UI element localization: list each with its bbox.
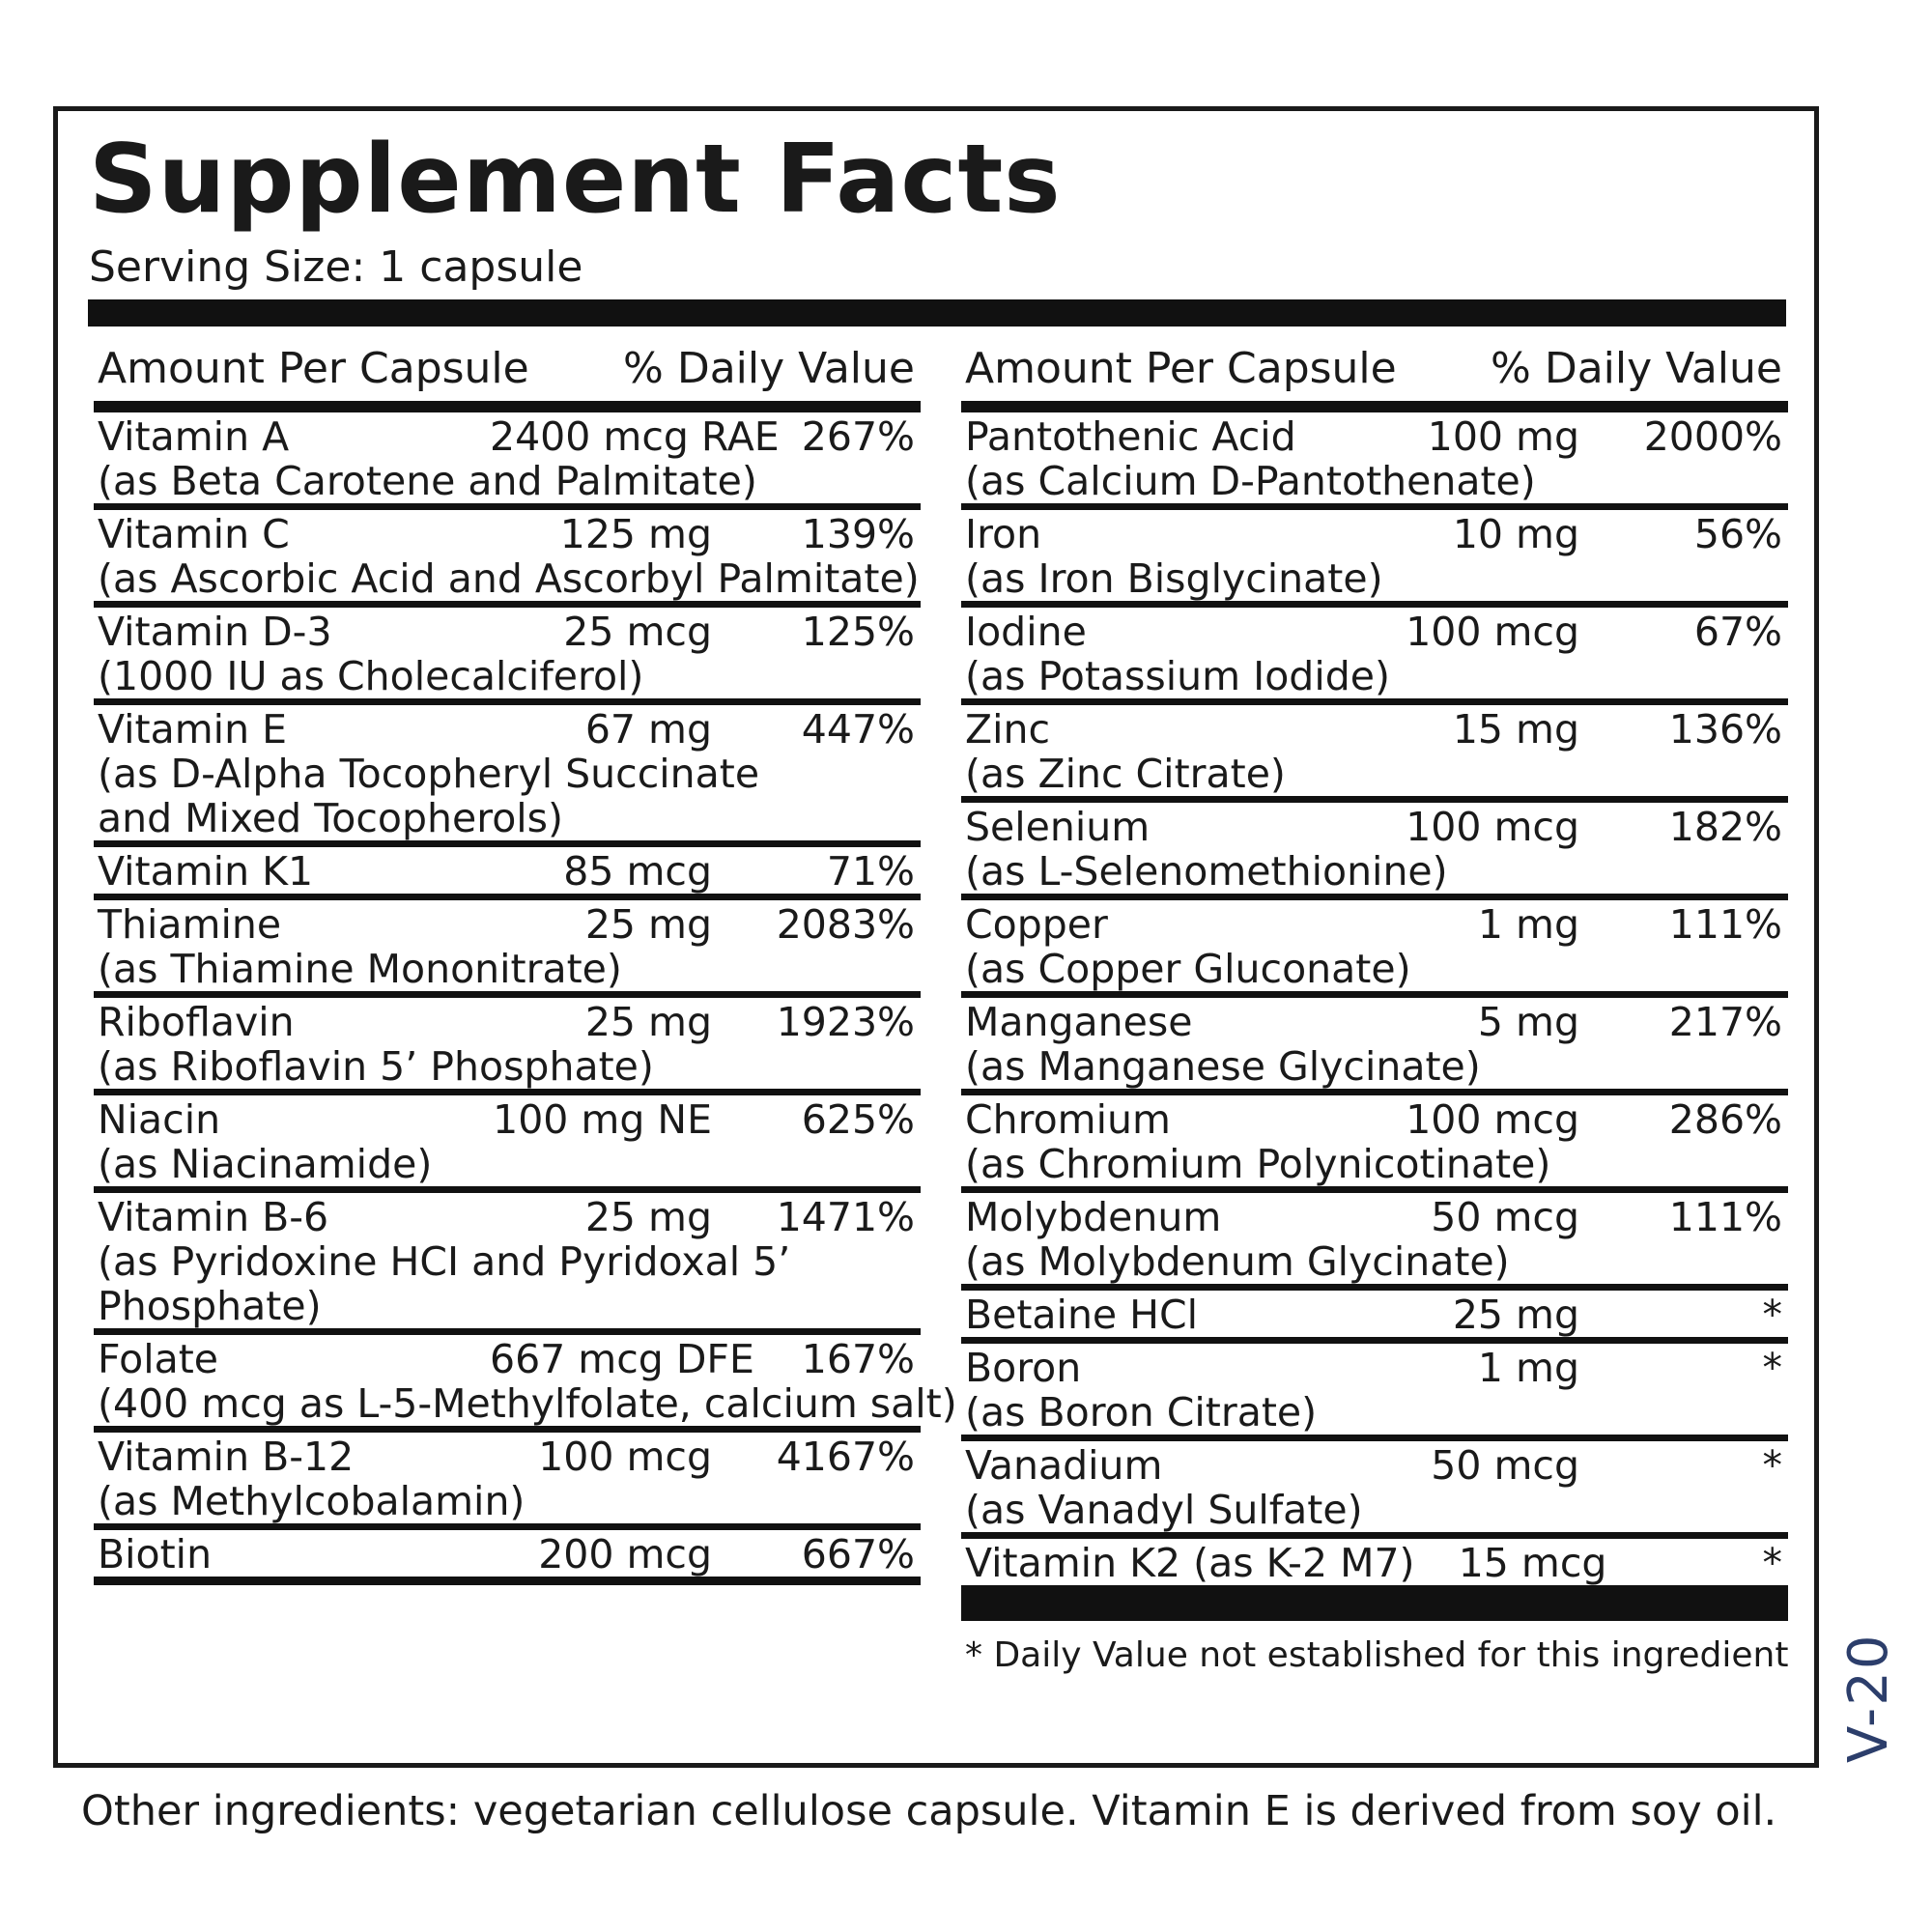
- nutrient-daily-value: *: [1762, 1345, 1782, 1391]
- nutrient-main-line: [94, 849, 921, 894]
- nutrient-name: Iron: [965, 511, 1042, 557]
- nutrient-source: (as Iron Bisglycinate): [965, 555, 1383, 602]
- nutrient-daily-value: 667%: [801, 1531, 915, 1577]
- nutrient-source: (as Molybdenum Glycinate): [965, 1238, 1510, 1285]
- nutrient-daily-value: *: [1762, 1540, 1782, 1586]
- nutrient-source: and Mixed Tocopherols): [98, 795, 564, 841]
- nutrient-amount: 50 mcg: [1431, 1194, 1579, 1240]
- nutrient-main-line: [94, 512, 921, 556]
- nutrient-amount: 125 mg: [559, 511, 712, 557]
- nutrient-main-line: [94, 610, 921, 654]
- serving-size: Serving Size: 1 capsule: [89, 242, 583, 292]
- nutrient-name: Thiamine: [98, 901, 282, 948]
- nutrient-daily-value: 56%: [1693, 511, 1782, 557]
- nutrient-amount: 100 mcg: [538, 1434, 712, 1480]
- nutrient-row: [94, 1530, 921, 1585]
- nutrient-main-line: [961, 512, 1788, 556]
- header-rule: [961, 401, 1788, 412]
- nutrient-name: Vitamin K2 (as K-2 M7): [965, 1540, 1415, 1586]
- nutrient-amount: 1 mg: [1477, 901, 1579, 948]
- nutrient-amount: 667 mcg DFE: [490, 1336, 754, 1382]
- nutrient-daily-value: 286%: [1668, 1096, 1782, 1143]
- nutrient-amount: 10 mg: [1452, 511, 1579, 557]
- nutrient-daily-value: 71%: [826, 848, 915, 895]
- nutrient-main-line: [961, 902, 1788, 947]
- nutrient-daily-value: 167%: [801, 1336, 915, 1382]
- nutrient-name: Vanadium: [965, 1442, 1163, 1489]
- nutrient-main-line: [94, 1435, 921, 1479]
- nutrient-amount: 25 mcg: [563, 609, 712, 655]
- nutrient-row: [961, 1539, 1788, 1594]
- nutrient-daily-value: 111%: [1668, 901, 1782, 948]
- nutrient-amount: 25 mg: [584, 1194, 712, 1240]
- nutrient-amount: 100 mcg: [1406, 804, 1579, 850]
- nutrient-amount: 25 mg: [1452, 1292, 1579, 1338]
- nutrient-amount: 100 mcg: [1406, 1096, 1579, 1143]
- nutrient-name: Vitamin A: [98, 413, 290, 460]
- nutrient-daily-value: 267%: [801, 413, 915, 460]
- nutrient-row: [961, 1095, 1788, 1193]
- nutrient-amount: 15 mg: [1452, 706, 1579, 753]
- nutrient-daily-value: 2083%: [776, 901, 915, 948]
- nutrient-main-line: [94, 1337, 921, 1381]
- nutrient-main-line: [961, 1097, 1788, 1142]
- nutrient-source: Phosphate): [98, 1283, 322, 1329]
- nutrient-source: (as Potassium Iodide): [965, 653, 1390, 699]
- nutrient-row: [961, 412, 1788, 510]
- nutrient-main-line: [94, 414, 921, 459]
- nutrient-source: (as Zinc Citrate): [965, 751, 1286, 797]
- nutrient-source: (as Vanadyl Sulfate): [965, 1487, 1363, 1533]
- nutrient-source: (as L-Selenomethionine): [965, 848, 1448, 895]
- nutrient-row: [961, 803, 1788, 900]
- nutrient-name: Vitamin E: [98, 706, 287, 753]
- nutrient-amount: 25 mg: [584, 999, 712, 1045]
- nutrient-daily-value: *: [1762, 1292, 1782, 1338]
- nutrient-row: [94, 998, 921, 1095]
- nutrient-row: [961, 1441, 1788, 1539]
- nutrient-source: (as Methylcobalamin): [98, 1478, 526, 1524]
- nutrient-main-line: [94, 902, 921, 947]
- nutrient-source: (as Manganese Glycinate): [965, 1043, 1481, 1090]
- nutrient-daily-value: 182%: [1668, 804, 1782, 850]
- nutrient-row: [94, 1193, 921, 1335]
- nutrient-name: Copper: [965, 901, 1108, 948]
- nutrient-row: [961, 1344, 1788, 1441]
- nutrient-row: [961, 705, 1788, 803]
- nutrient-daily-value: 136%: [1668, 706, 1782, 753]
- nutrient-name: Pantothenic Acid: [965, 413, 1296, 460]
- nutrient-main-line: [94, 1195, 921, 1239]
- nutrient-name: Zinc: [965, 706, 1051, 753]
- nutrient-row: [94, 1433, 921, 1530]
- nutrient-main-line: [961, 1541, 1788, 1585]
- nutrient-row: [94, 1335, 957, 1433]
- nutrient-row: [961, 998, 1788, 1095]
- nutrient-name: Vitamin D-3: [98, 609, 332, 655]
- nutrient-source: (as Niacinamide): [98, 1141, 433, 1187]
- thick-divider: [961, 1594, 1788, 1621]
- nutrient-row: [94, 847, 921, 900]
- nutrient-row: [961, 900, 1788, 998]
- nutrient-daily-value: 67%: [1693, 609, 1782, 655]
- nutrient-source: (as Pyridoxine HCI and Pyridoxal 5’: [98, 1238, 791, 1285]
- nutrient-amount: 85 mcg: [563, 848, 712, 895]
- nutrient-name: Vitamin K1: [98, 848, 314, 895]
- nutrient-daily-value: 217%: [1668, 999, 1782, 1045]
- nutrient-row: [94, 510, 921, 608]
- daily-value-header: % Daily Value: [623, 343, 915, 393]
- nutrient-amount: 100 mg: [1427, 413, 1579, 460]
- nutrient-name: Betaine HCl: [965, 1292, 1199, 1338]
- right-column: [961, 335, 1788, 1673]
- nutrient-amount: 5 mg: [1477, 999, 1579, 1045]
- version-code: V-20: [1837, 1633, 1900, 1763]
- nutrient-name: Niacin: [98, 1096, 221, 1143]
- nutrient-amount: 50 mcg: [1431, 1442, 1579, 1489]
- nutrient-list: [961, 412, 1788, 1594]
- nutrient-name: Chromium: [965, 1096, 1171, 1143]
- left-column: [94, 335, 957, 1585]
- header-rule: [94, 401, 921, 412]
- column-header: [961, 335, 1788, 401]
- nutrient-row: [961, 1193, 1788, 1291]
- nutrient-list: [94, 412, 957, 1585]
- daily-value-header: % Daily Value: [1491, 343, 1782, 393]
- nutrient-amount: 100 mcg: [1406, 609, 1579, 655]
- nutrient-source: (as Beta Carotene and Palmitate): [98, 458, 757, 504]
- nutrient-row: [961, 1291, 1788, 1344]
- nutrient-name: Riboflavin: [98, 999, 295, 1045]
- nutrient-name: Manganese: [965, 999, 1193, 1045]
- nutrient-name: Molybdenum: [965, 1194, 1222, 1240]
- nutrient-amount: 1 mg: [1477, 1345, 1579, 1391]
- nutrient-name: Vitamin C: [98, 511, 290, 557]
- nutrient-main-line: [961, 805, 1788, 849]
- nutrient-main-line: [961, 1346, 1788, 1390]
- nutrient-row: [961, 608, 1788, 705]
- nutrient-source: (as Chromium Polynicotinate): [965, 1141, 1551, 1187]
- nutrient-source: (as Calcium D-Pantothenate): [965, 458, 1536, 504]
- nutrient-daily-value: 1923%: [776, 999, 915, 1045]
- nutrient-source: (1000 IU as Cholecalciferol): [98, 653, 644, 699]
- nutrient-amount: 15 mcg: [1458, 1540, 1607, 1586]
- nutrient-name: Biotin: [98, 1531, 213, 1577]
- column-header: [94, 335, 921, 401]
- nutrient-daily-value: 2000%: [1643, 413, 1782, 460]
- nutrient-daily-value: 4167%: [776, 1434, 915, 1480]
- nutrient-main-line: [961, 1443, 1788, 1488]
- nutrient-daily-value: 111%: [1668, 1194, 1782, 1240]
- nutrient-daily-value: 139%: [801, 511, 915, 557]
- daily-value-footnote: * Daily Value not established for this ingredient: [965, 1635, 1789, 1675]
- supplement-facts-panel: [53, 106, 1819, 1768]
- nutrient-name: Folate: [98, 1336, 219, 1382]
- nutrient-source: (as Boron Citrate): [965, 1389, 1318, 1435]
- nutrient-source: (as Copper Gluconate): [965, 946, 1411, 992]
- nutrient-main-line: [94, 1000, 921, 1044]
- nutrient-daily-value: 125%: [801, 609, 915, 655]
- nutrient-row: [94, 900, 921, 998]
- nutrient-main-line: [961, 610, 1788, 654]
- nutrient-row: [961, 510, 1788, 608]
- nutrient-daily-value: 447%: [801, 706, 915, 753]
- nutrient-amount: 2400 mcg RAE: [490, 413, 780, 460]
- nutrient-row: [94, 1095, 921, 1193]
- nutrient-main-line: [961, 707, 1788, 752]
- nutrient-main-line: [961, 414, 1788, 459]
- nutrient-row: [94, 608, 921, 705]
- nutrient-daily-value: *: [1762, 1442, 1782, 1489]
- nutrient-source: (as Riboflavin 5’ Phosphate): [98, 1043, 654, 1090]
- amount-header: Amount Per Capsule: [98, 343, 529, 393]
- other-ingredients: Other ingredients: vegetarian cellulose capsule. Vitamin E is derived from soy oil.: [81, 1787, 1777, 1835]
- nutrient-main-line: [961, 1293, 1788, 1337]
- nutrient-name: Vitamin B-6: [98, 1194, 329, 1240]
- nutrient-main-line: [94, 1097, 921, 1142]
- nutrient-daily-value: 1471%: [776, 1194, 915, 1240]
- nutrient-row: [94, 412, 921, 510]
- amount-header: Amount Per Capsule: [965, 343, 1397, 393]
- nutrient-name: Boron: [965, 1345, 1082, 1391]
- nutrient-main-line: [94, 707, 921, 752]
- nutrient-amount: 200 mcg: [538, 1531, 712, 1577]
- nutrient-name: Selenium: [965, 804, 1151, 850]
- nutrient-source: (as D-Alpha Tocopheryl Succinate: [98, 751, 760, 797]
- nutrient-amount: 67 mg: [584, 706, 712, 753]
- nutrient-amount: 25 mg: [584, 901, 712, 948]
- nutrient-source: (as Thiamine Mononitrate): [98, 946, 622, 992]
- nutrient-main-line: [961, 1195, 1788, 1239]
- nutrient-daily-value: 625%: [801, 1096, 915, 1143]
- nutrient-row: [94, 705, 921, 847]
- nutrient-amount: 100 mg NE: [493, 1096, 712, 1143]
- nutrient-source: (as Ascorbic Acid and Ascorbyl Palmitate): [98, 555, 920, 602]
- thick-divider: [88, 299, 1786, 327]
- nutrient-name: Vitamin B-12: [98, 1434, 355, 1480]
- nutrient-name: Iodine: [965, 609, 1087, 655]
- panel-title: Supplement Facts: [89, 125, 1062, 235]
- nutrient-main-line: [94, 1532, 921, 1577]
- nutrient-main-line: [961, 1000, 1788, 1044]
- nutrient-source: (400 mcg as L-5-Methylfolate, calcium salt): [98, 1380, 957, 1427]
